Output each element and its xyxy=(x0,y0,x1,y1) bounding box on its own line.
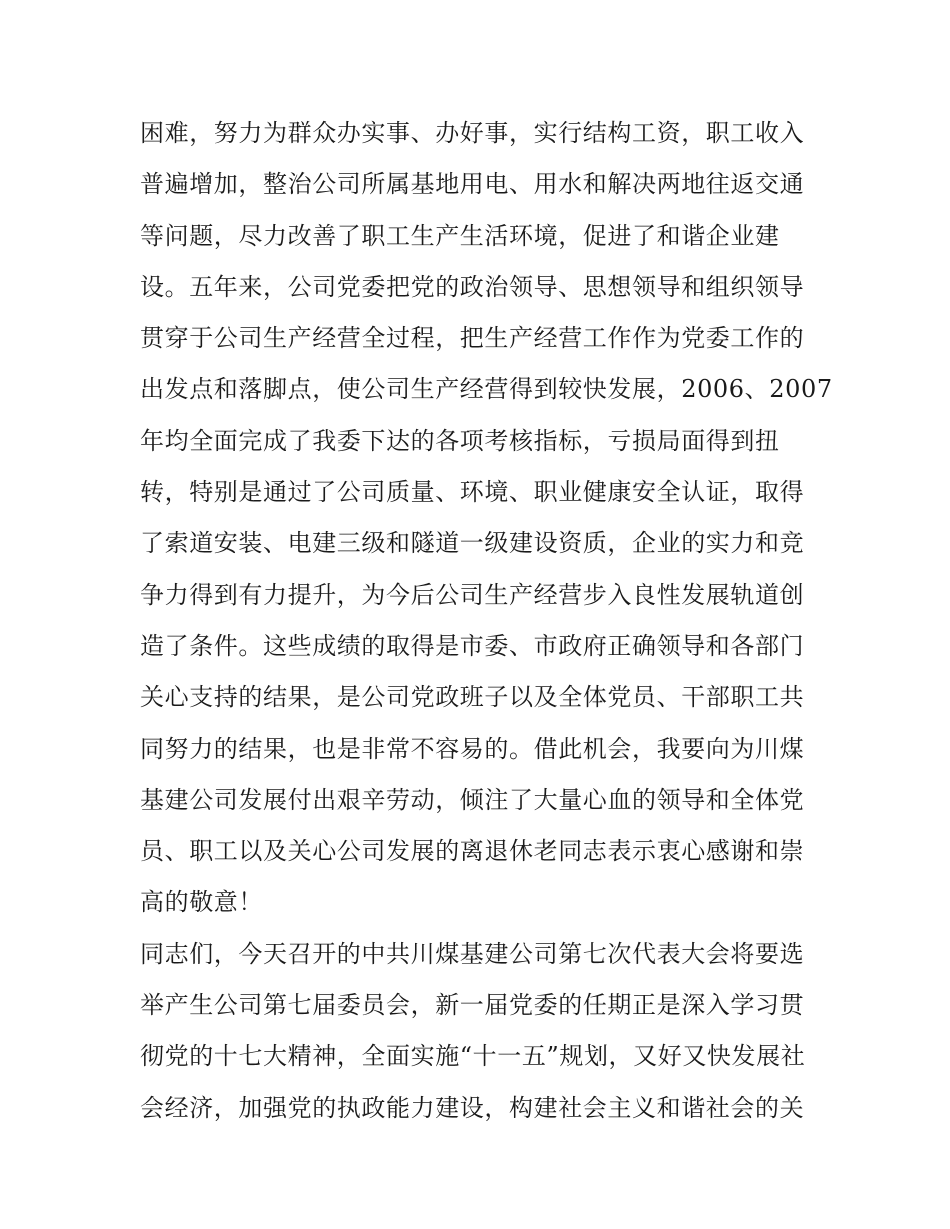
text-line-2: 普遍增加，整治公司所属基地用电、用水和解决两地往返交通 xyxy=(140,170,805,199)
text-line-13: 同努力的结果，也是非常不容易的。借此机会，我要向为川煤 xyxy=(140,734,805,763)
text-line-12: 关心支持的结果，是公司党政班子以及全体党员、干部职工共 xyxy=(140,683,805,712)
text-line-1: 困难，努力为群众办实事、办好事，实行结构工资，职工收入 xyxy=(140,119,805,147)
text-line-9: 了索道安装、电建三级和隧道一级建设资质，企业的实力和竞 xyxy=(140,529,805,558)
body-text xyxy=(140,108,833,1134)
text-line-7: 年均全面完成了我委下达的各项考核指标，亏损局面得到扭 xyxy=(140,426,780,455)
text-line-6: 出发点和落脚点，使公司生产经营得到较快发展，2006、2007 xyxy=(140,375,833,404)
text-line-4: 设。五年来，公司党委把党的政治领导、思想领导和组织领导 xyxy=(140,272,805,301)
text-line-17: 同志们，今天召开的中共川煤基建公司第七次代表大会将要选 xyxy=(140,939,805,968)
text-line-5: 贯穿于公司生产经营全过程，把生产经营工作作为党委工作的 xyxy=(140,324,805,353)
text-line-8: 转，特别是通过了公司质量、环境、职业健康安全认证，取得 xyxy=(140,478,805,507)
text-line-20: 会经济，加强党的执政能力建设，构建社会主义和谐社会的关 xyxy=(140,1093,805,1122)
text-line-11: 造了条件。这些成绩的取得是市委、市政府正确领导和各部门 xyxy=(140,631,805,660)
text-line-14: 基建公司发展付出艰辛劳动，倾注了大量心血的领导和全体党 xyxy=(140,785,805,814)
text-line-16: 高的敬意！ xyxy=(140,888,263,917)
text-line-18: 举产生公司第七届委员会，新一届党委的任期正是深入学习贯 xyxy=(140,991,805,1020)
text-line-19: 彻党的十七大精神，全面实施“十一五”规划，又好又快发展社 xyxy=(140,1042,806,1071)
text-line-15: 员、职工以及关心公司发展的离退休老同志表示衷心感谢和崇 xyxy=(140,837,805,866)
text-line-10: 争力得到有力提升，为今后公司生产经营步入良性发展轨道创 xyxy=(140,580,805,609)
text-line-3: 等问题，尽力改善了职工生产生活环境，促进了和谐企业建 xyxy=(140,221,780,250)
